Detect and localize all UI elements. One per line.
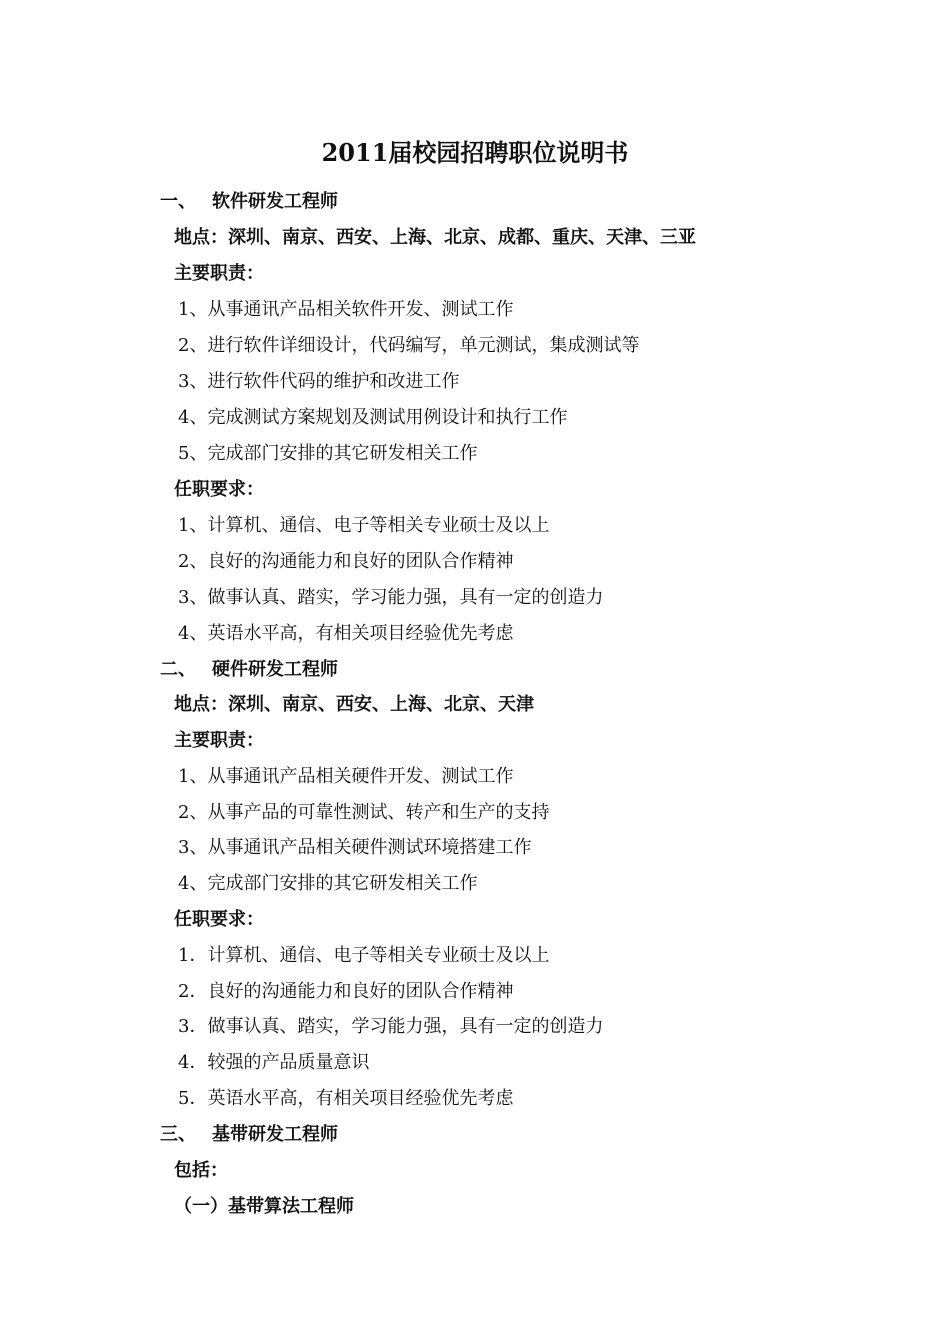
location-line: 地点：深圳、南京、西安、上海、北京、天津 <box>174 694 534 715</box>
section-number: 一、 <box>160 191 196 212</box>
list-item: 2、进行软件详细设计，代码编写，单元测试，集成测试等 <box>178 335 640 356</box>
list-item: 3、从事通讯产品相关硬件测试环境搭建工作 <box>178 837 532 858</box>
list-item: 3、进行软件代码的维护和改进工作 <box>178 371 460 392</box>
list-item: 5、完成部门安排的其它研发相关工作 <box>178 443 478 464</box>
requirements-label: 任职要求： <box>174 909 264 930</box>
duties-label: 主要职责： <box>174 730 264 751</box>
includes-label: 包括： <box>174 1160 228 1181</box>
list-item: 2．良好的沟通能力和良好的团队合作精神 <box>178 981 514 1002</box>
section-heading <box>160 1123 338 1147</box>
requirements-label: 任职要求： <box>174 479 264 500</box>
list-item: 5．英语水平高，有相关项目经验优先考虑 <box>178 1088 514 1109</box>
section-heading <box>160 190 338 214</box>
list-item: 4、完成测试方案规划及测试用例设计和执行工作 <box>178 407 568 428</box>
section-number: 二、 <box>160 659 196 680</box>
list-item: 2、从事产品的可靠性测试、转产和生产的支持 <box>178 802 550 823</box>
section-name: 基带研发工程师 <box>212 1124 338 1145</box>
list-item: 3．做事认真、踏实，学习能力强，具有一定的创造力 <box>178 1016 604 1037</box>
subsection-heading: （一）基带算法工程师 <box>174 1196 354 1217</box>
list-item: 2、良好的沟通能力和良好的团队合作精神 <box>178 551 514 572</box>
location-line: 地点：深圳、南京、西安、上海、北京、成都、重庆、天津、三亚 <box>174 227 696 248</box>
section-name: 软件研发工程师 <box>212 191 338 212</box>
section-name: 硬件研发工程师 <box>212 659 338 680</box>
list-item: 1、从事通讯产品相关硬件开发、测试工作 <box>178 766 514 787</box>
section-heading <box>160 658 338 682</box>
list-item: 4、完成部门安排的其它研发相关工作 <box>178 873 478 894</box>
document-title: 2011届校园招聘职位说明书 <box>321 138 629 167</box>
list-item: 1、从事通讯产品相关软件开发、测试工作 <box>178 299 514 320</box>
list-item: 4、英语水平高，有相关项目经验优先考虑 <box>178 623 514 644</box>
list-item: 1．计算机、通信、电子等相关专业硕士及以上 <box>178 945 550 966</box>
duties-label: 主要职责： <box>174 263 264 284</box>
section-number: 三、 <box>160 1124 196 1145</box>
list-item: 4．较强的产品质量意识 <box>178 1052 370 1073</box>
list-item: 1、计算机、通信、电子等相关专业硕士及以上 <box>178 515 550 536</box>
list-item: 3、做事认真、踏实，学习能力强，具有一定的创造力 <box>178 587 604 608</box>
